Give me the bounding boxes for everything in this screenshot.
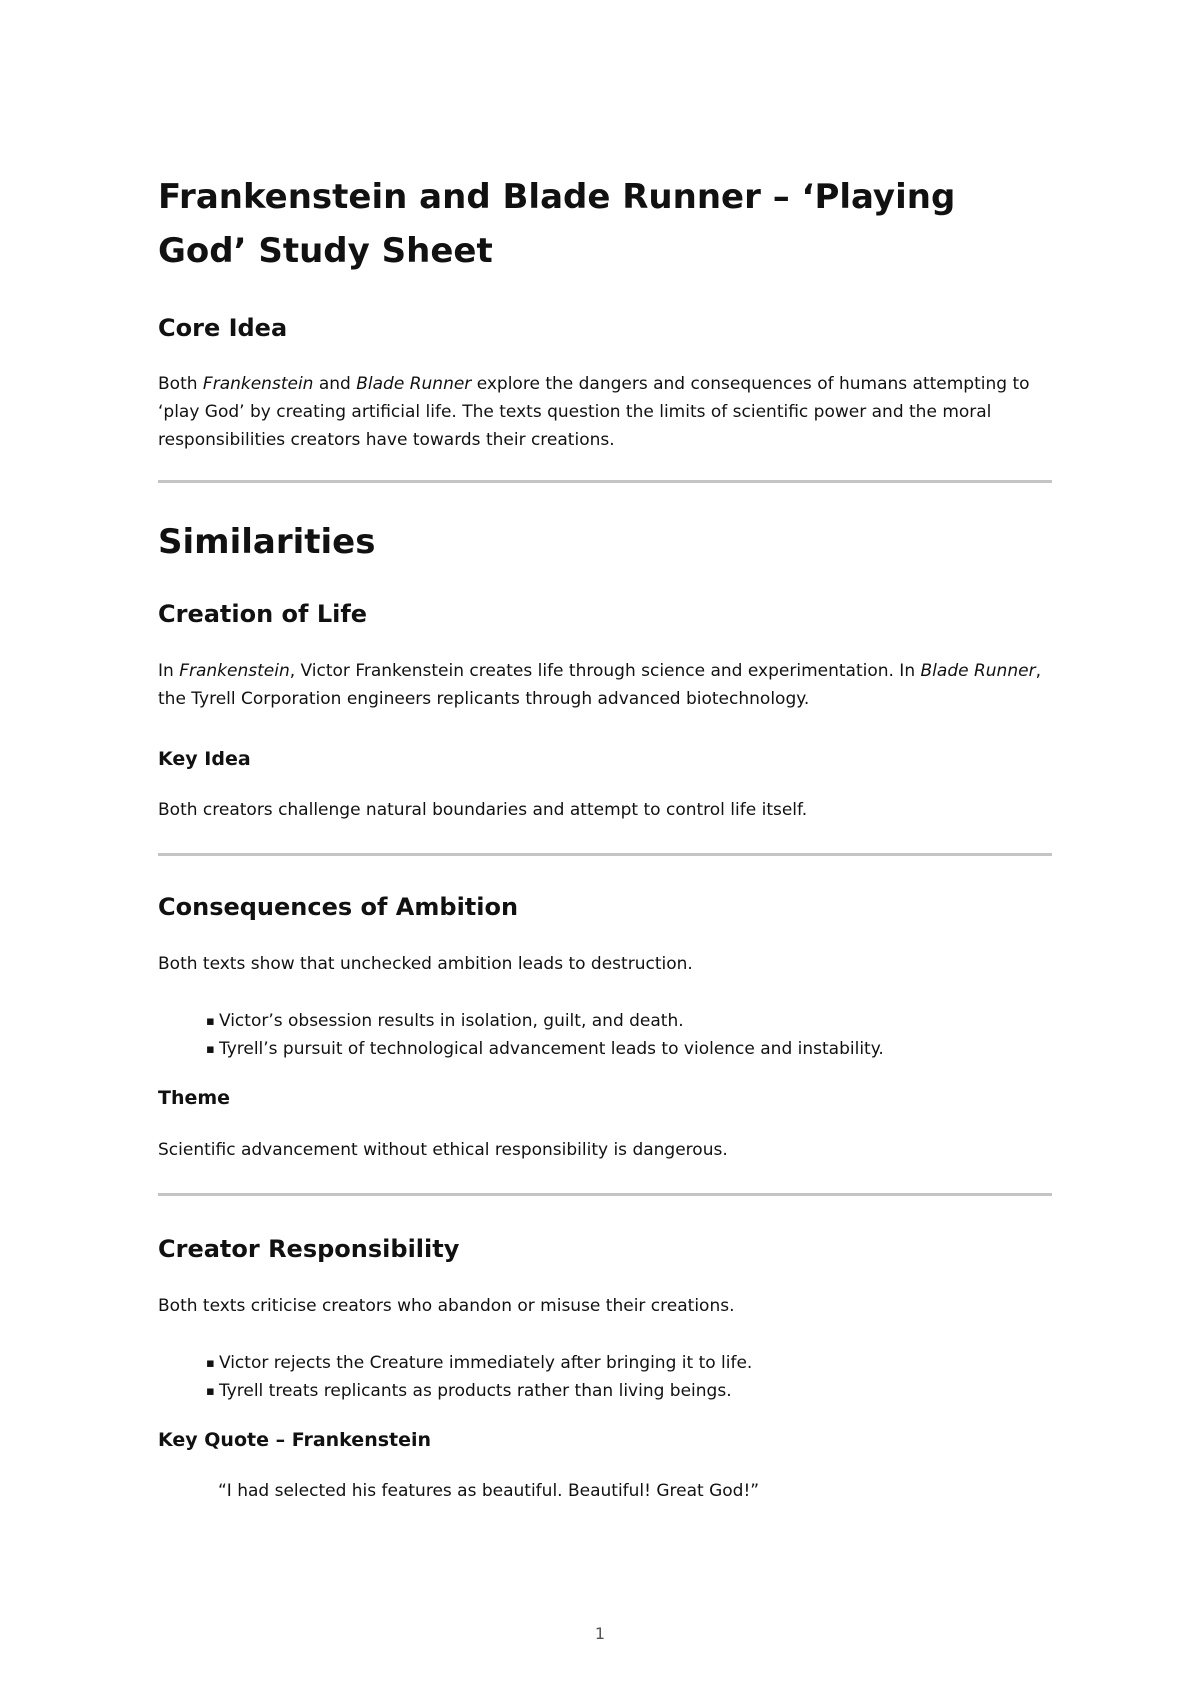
key-idea-heading: Key Idea — [158, 748, 251, 770]
title-frankenstein: Frankenstein — [202, 374, 314, 394]
title-blade-runner: Blade Runner — [356, 374, 472, 394]
consequences-intro: Both texts show that unchecked ambition leads to destruction. — [158, 954, 693, 974]
creator-responsibility-intro: Both texts criticise creators who abandon or misuse their creations. — [158, 1296, 735, 1316]
creation-of-life-paragraph: In Frankenstein, Victor Frankenstein creates life through science and experimentation. In Blade Runner, the Tyrell Corporation engineers replicants through advanced biotechnology. — [158, 661, 1041, 709]
page-number: 1 — [594, 1624, 606, 1643]
title-frankenstein: Frankenstein — [179, 661, 290, 681]
key-quote-heading: Key Quote – Frankenstein — [158, 1429, 432, 1451]
section-divider — [158, 480, 1052, 483]
section-divider — [158, 853, 1052, 856]
creator-responsibility-list — [206, 1350, 1052, 1406]
list-item: ▪ Victor’s obsession results in isolation, guilt, and death. — [206, 1008, 1052, 1036]
document-title: Frankenstein and Blade Runner – ‘Playing God’ Study Sheet — [158, 177, 956, 271]
section-divider — [158, 1193, 1052, 1196]
title-blade-runner: Blade Runner — [920, 661, 1036, 681]
similarities-heading: Similarities — [158, 522, 376, 562]
core-idea-paragraph: Both Frankenstein and Blade Runner explore the dangers and consequences of humans attempting to ‘play God’ by creating artificial life. The texts question the limits of scientific power and the moral responsibilities creators have towards their creations. — [158, 374, 1030, 450]
key-idea-text: Both creators challenge natural boundaries and attempt to control life itself. — [158, 800, 808, 820]
core-idea-heading: Core Idea — [158, 314, 288, 342]
theme-text: Scientific advancement without ethical responsibility is dangerous. — [158, 1140, 728, 1160]
list-item: ▪ Victor rejects the Creature immediately after bringing it to life. — [206, 1350, 1052, 1378]
theme-heading: Theme — [158, 1087, 231, 1109]
creator-responsibility-heading: Creator Responsibility — [158, 1235, 460, 1263]
consequences-heading: Consequences of Ambition — [158, 893, 519, 921]
key-quote: “I had selected his features as beautiful. Beautiful! Great God!” — [218, 1481, 760, 1501]
creation-of-life-heading: Creation of Life — [158, 600, 368, 628]
list-item: ▪ Tyrell’s pursuit of technological advancement leads to violence and instability. — [206, 1036, 1052, 1064]
consequences-list — [206, 1008, 1052, 1064]
list-item: ▪ Tyrell treats replicants as products rather than living beings. — [206, 1378, 1052, 1406]
